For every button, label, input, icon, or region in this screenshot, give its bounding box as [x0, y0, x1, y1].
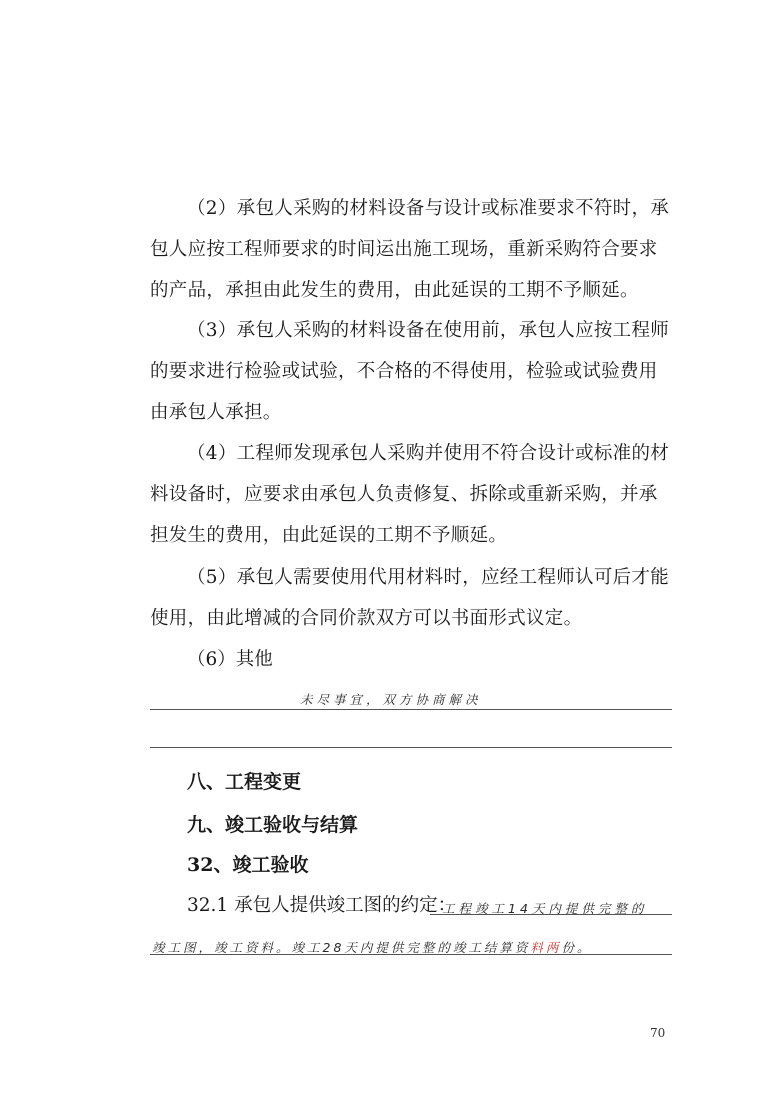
- handwritten-part2c: 份。: [561, 940, 593, 955]
- page-number: 70: [650, 1026, 666, 1040]
- clause-32-1-label: 32.1 承包人提供竣工图的约定：: [187, 895, 457, 916]
- heading-engineering-change: 八、工程变更: [187, 771, 302, 793]
- handwritten-part2a: 竣工图，竣工资料。竣工28天内提供完整的竣工结算资: [152, 940, 531, 955]
- handwritten-drawing-terms-part1: 工程竣工14天内提供完整的: [442, 901, 648, 916]
- paragraph-5: （5）承包人需要使用代用材料时，应经工程师认可后才能使用，由此增减的合同价款双方可以书面形式议定。: [150, 567, 670, 629]
- fill-line-2: [150, 747, 672, 748]
- handwritten-part2b-red: 料两: [530, 940, 562, 955]
- fill-line-4: [150, 954, 672, 955]
- handwritten-other-note: 未尽事宜，双方协商解决: [300, 692, 482, 707]
- paragraph-4: （4）工程师发现承包人采购并使用不符合设计或标准的材料设备时，应要求由承包人负责修复、拆除或重新采购，并承担发生的费用，由此延误的工期不予顺延。: [150, 443, 670, 546]
- paragraph-3: （3）承包人采购的材料设备在使用前，承包人应按工程师的要求进行检验或试验，不合格的不得使用，检验或试验费用由承包人承担。: [150, 320, 670, 423]
- heading-32-completion-acceptance: 32、竣工验收: [187, 854, 309, 876]
- fill-line-1: [150, 709, 672, 710]
- paragraph-2: （2）承包人采购的材料设备与设计或标准要求不符时，承包人应按工程师要求的时间运出施工现场，重新采购符合要求的产品，承担由此发生的费用，由此延误的工期不予顺延。: [150, 198, 670, 301]
- fill-line-3: [430, 914, 672, 915]
- heading-completion-acceptance-settlement: 九、竣工验收与结算: [187, 814, 359, 836]
- paragraph-6-label: （6）其他: [187, 649, 273, 670]
